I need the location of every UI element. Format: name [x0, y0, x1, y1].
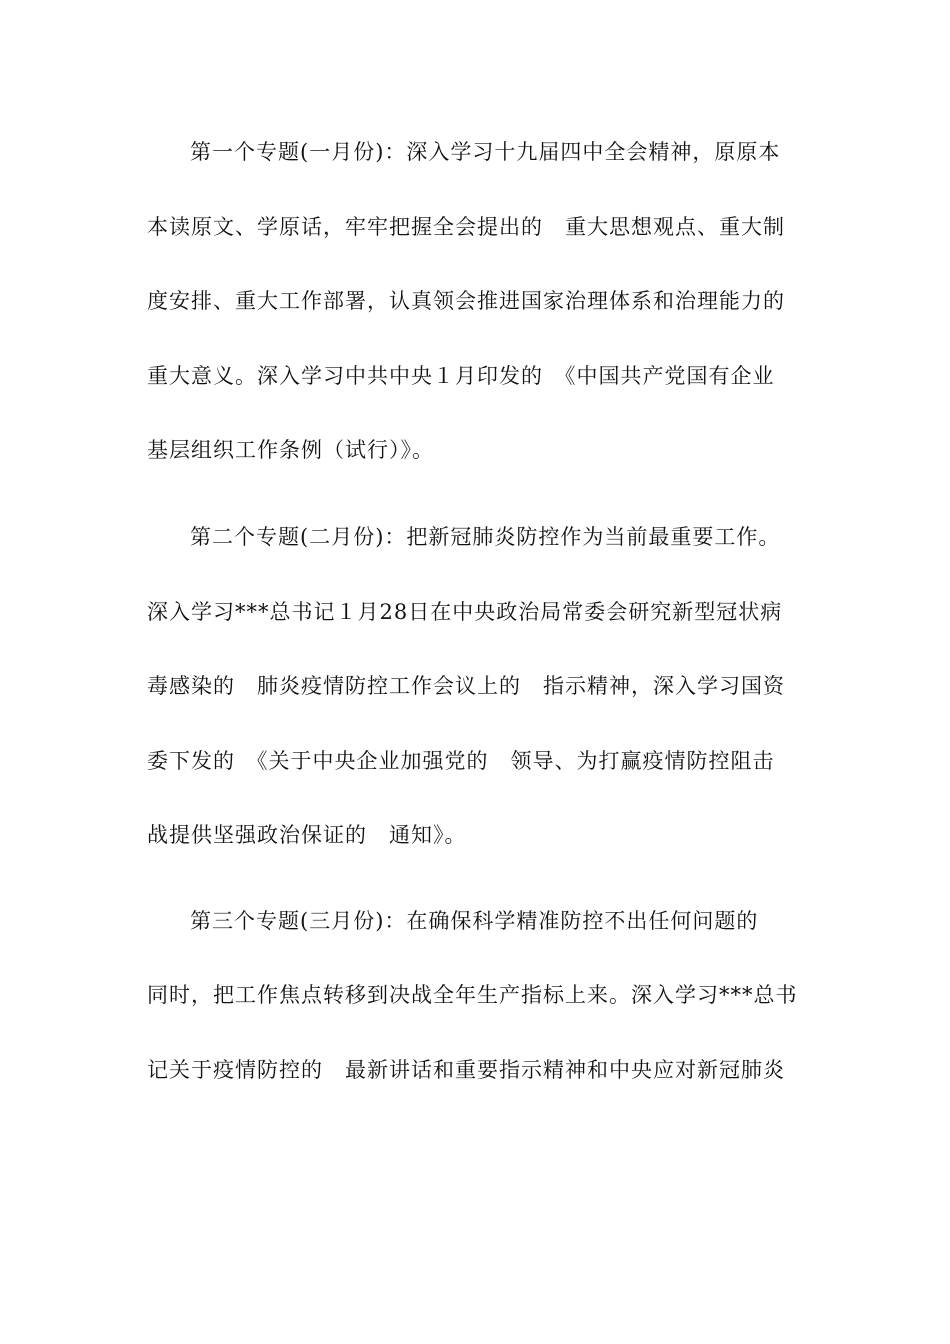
paragraph-2-line-4: 委下发的 《关于中央企业加强党的 领导、为打赢疫情防控阻击	[147, 749, 775, 773]
paragraph-2-line-2: 深入学习***总书记１月28日在中央政治局常委会研究新型冠状病	[147, 600, 783, 624]
paragraph-1-line-2: 本读原文、学原话，牢牢把握全会提出的 重大思想观点、重大制	[147, 215, 785, 239]
paragraph-1-line-1: 第一个专题(一月份)：深入学习十九届四中全会精神，原原本	[190, 140, 781, 164]
paragraph-1-line-4: 重大意义。深入学习中共中央１月印发的 《中国共产党国有企业	[147, 364, 775, 388]
paragraph-2-line-5: 战提供坚强政治保证的 通知》。	[147, 823, 467, 847]
paragraph-3-line-2: 同时，把工作焦点转移到决战全年生产指标上来。深入学习***总书	[147, 983, 798, 1007]
paragraph-2-line-1: 第二个专题(二月份)：把新冠肺炎防控作为当前最重要工作。	[190, 525, 781, 549]
paragraph-3-line-1: 第三个专题(三月份)：在确保科学精准防控不出任何问题的	[190, 909, 759, 933]
paragraph-1-line-5: 基层组织工作条例（试行）》。	[147, 438, 434, 462]
paragraph-3-line-3: 记关于疫情防控的 最新讲话和重要指示精神和中央应对新冠肺炎	[147, 1058, 785, 1082]
paragraph-1-line-3: 度安排、重大工作部署，认真领会推进国家治理体系和治理能力的	[147, 289, 785, 313]
paragraph-2-line-3: 毒感染的 肺炎疫情防控工作会议上的 指示精神，深入学习国资	[147, 674, 785, 698]
